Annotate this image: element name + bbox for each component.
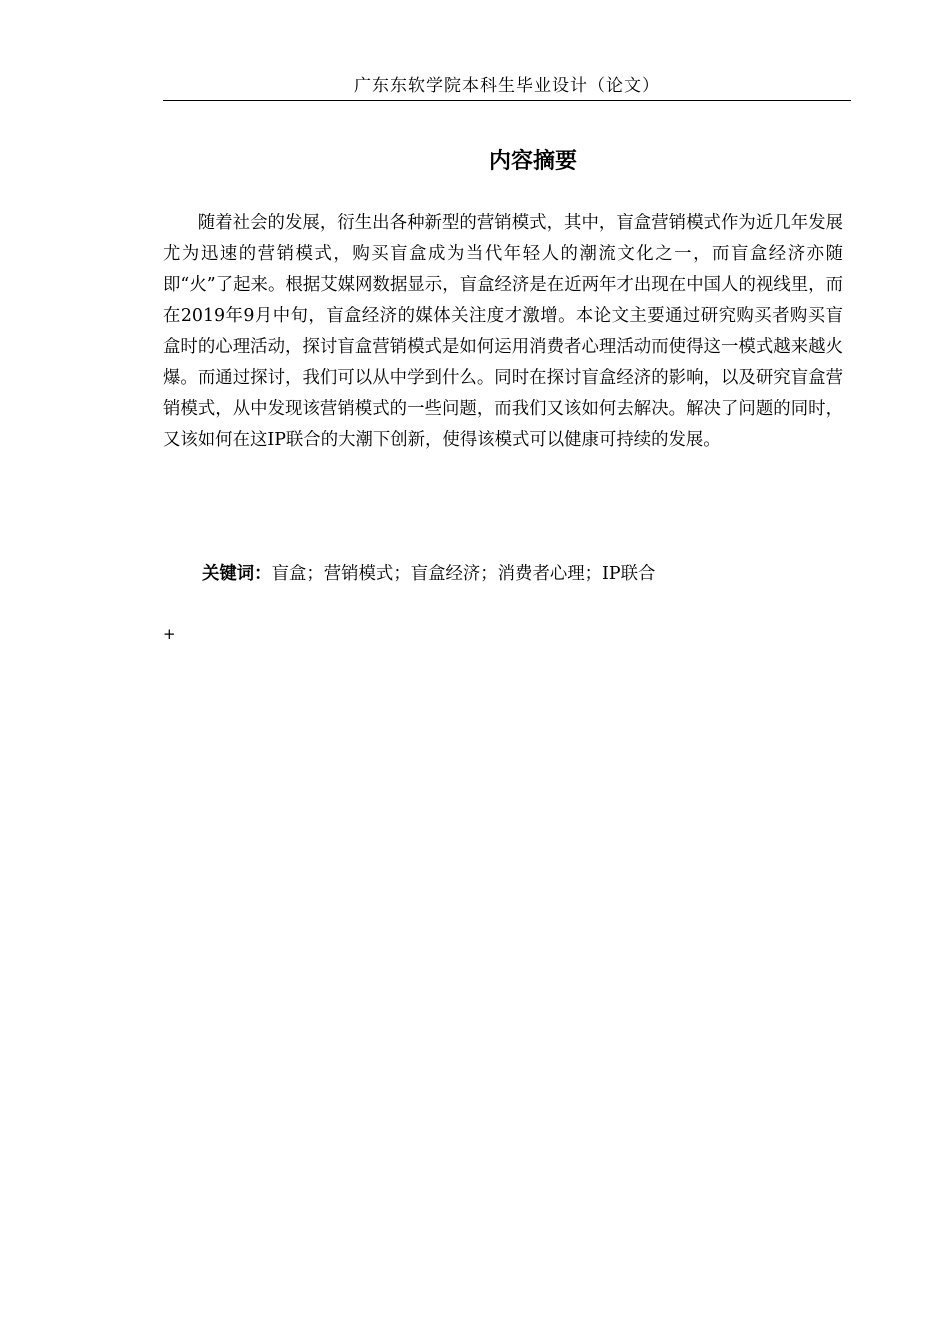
keywords-line	[202, 559, 842, 590]
running-header: 广东东软学院本科生毕业设计（论文）	[354, 76, 660, 96]
header-rule	[163, 100, 851, 101]
abstract-title: 内容摘要	[488, 149, 577, 174]
abstract-body: 随着社会的发展，衍生出各种新型的营销模式，其中，盲盒营销模式作为近几年发展尤为迅速的营销模式，购买盲盒成为当代年轻人的潮流文化之一，而盲盒经济亦随即“火”了起来。根据艾媒网数据显示，盲盒经济是在近两年才出现在中国人的视线里，而在2019年9月中旬，盲盒经济的媒体关注度才激增。本论文主要通过研究购买者购买盲盒时的心理活动，探讨盲盒营销模式是如何运用消费者心理活动而使得这一模式越来越火爆。而通过探讨，我们可以从中学到什么。同时在探讨盲盒经济的影响，以及研究盲盒营销模式，从中发现该营销模式的一些问题，而我们又该如何去解决。解决了问题的同时，又该如何在这IP联合的大潮下创新，使得该模式可以健康可持续的发展。	[163, 213, 843, 450]
paragraph-mark: +	[163, 625, 176, 643]
keywords-value: 盲盒；营销模式；盲盒经济；消费者心理；IP联合	[271, 564, 656, 584]
keywords-label: 关键词：	[202, 564, 272, 584]
